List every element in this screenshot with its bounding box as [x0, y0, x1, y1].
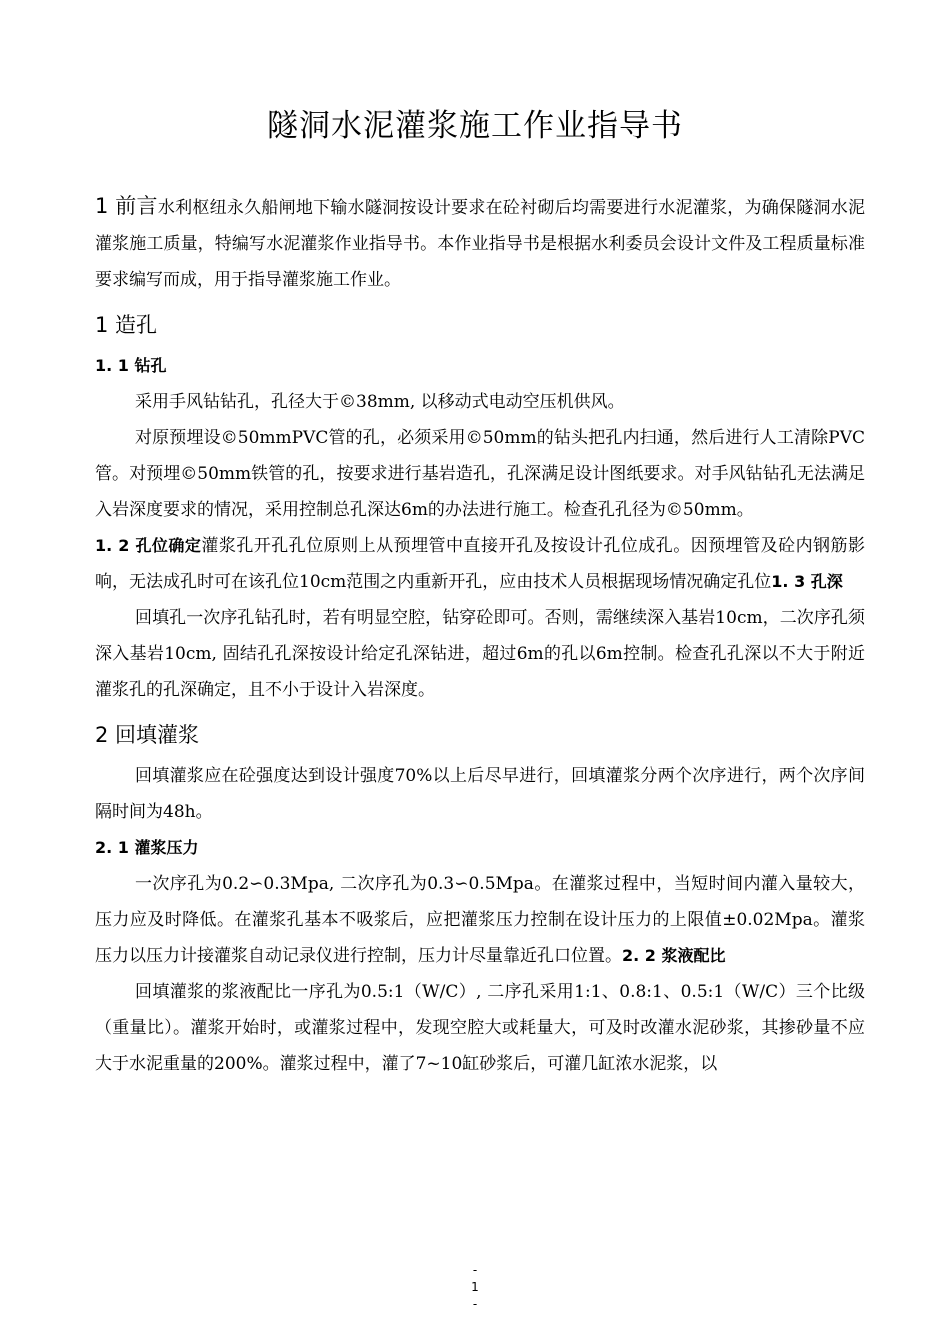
section-1-1-heading: 1. 1 钻孔 [95, 356, 167, 375]
section-2-paragraph-1: 回填灌浆应在砼强度达到设计强度70%以上后尽早进行，回填灌浆分两个次序进行，两个次序间隔时间为48h。 [95, 766, 865, 822]
section-1-2-heading: 1. 2 孔位确定 [95, 536, 202, 555]
section-1-1-paragraph-1: 采用手风钻钻孔，孔径大于©38mm, 以移动式电动空压机供风。 [135, 392, 625, 412]
document-body [95, 188, 865, 1082]
section-1-2-paragraph [95, 528, 865, 600]
section-1-1-paragraph-2: 对原预埋设©50mmPVC管的孔，必须采用©50mm的钻头把孔内扫通，然后进行人工清除PVC管。对预埋©50mm铁管的孔，按要求进行基岩造孔，孔深满足设计图纸要求。对手风钻钻孔无法满足入岩深度要求的情况，采用控制总孔深达6m的办法进行施工。检查孔孔径为©50mm。 [95, 428, 865, 520]
intro-heading: 1 前言 [95, 194, 158, 218]
intro-paragraph [95, 188, 865, 298]
section-2-2-heading: 2. 2 浆液配比 [622, 946, 726, 965]
section-2-1-text: 一次序孔为0.2∽0.3Mpa, 二次序孔为0.3∽0.5Mpa。在灌浆过程中，当短时间内灌入量较大，压力应及时降低。在灌浆孔基本不吸浆后，应把灌浆压力控制在设计压力的上限值±0.02Mpa。灌浆压力以压力计接灌浆自动记录仪进行控制，压力计尽量靠近孔口位置。 [95, 874, 865, 966]
section-2-1-heading-line [95, 830, 865, 866]
intro-text: 水利枢纽永久船闸地下输水隧洞按设计要求在砼衬砌后均需要进行水泥灌浆，为确保隧洞水泥灌浆施工质量，特编写水泥灌浆作业指导书。本作业指导书是根据水利委员会设计文件及工程质量标准要求编写而成，用于指导灌浆施工作业。 [95, 198, 865, 290]
section-2-heading: 2 回填灌浆 [95, 723, 200, 747]
section-1-1-heading-line [95, 348, 865, 384]
section-2-1-heading: 2. 1 灌浆压力 [95, 838, 199, 857]
page-footer [0, 1262, 950, 1313]
page-number-dash-top: - [472, 1263, 478, 1277]
page-number: 1 [471, 1280, 479, 1294]
section-1-2-text: 灌浆孔开孔孔位原则上从预埋管中直接开孔及按设计孔位成孔。因预埋管及砼内钢筋影响，无法成孔时可在该孔位10cm范围之内重新开孔，应由技术人员根据现场情况确定孔位 [95, 536, 865, 592]
section-2-heading-line [95, 714, 865, 758]
section-1-heading: 1 造孔 [95, 313, 158, 337]
page-number-dash-bottom: - [472, 1297, 478, 1311]
section-1-heading-line [95, 304, 865, 348]
section-1-3-heading: 1. 3 孔深 [771, 572, 843, 591]
section-1-3-paragraph: 回填孔一次序孔钻孔时，若有明显空腔，钻穿砼即可。否则，需继续深入基岩10cm，二次序孔须深入基岩10cm, 固结孔孔深按设计给定孔深钻进，超过6m的孔以6m控制。检查孔孔深以不大于附近灌浆孔的孔深确定，且不小于设计入岩深度。 [95, 608, 865, 700]
section-2-2-paragraph: 回填灌浆的浆液配比一序孔为0.5:1（W/C）, 二序孔采用1:1、0.8:1、0.5:1（W/C）三个比级（重量比）。灌浆开始时，或灌浆过程中，发现空腔大或耗量大，可及时改灌水泥砂浆，其掺砂量不应大于水泥重量的200%。灌浆过程中，灌了7~10缸砂浆后，可灌几缸浓水泥浆，以 [95, 982, 865, 1074]
section-2-1-paragraph [95, 866, 865, 974]
document-title: 隧洞水泥灌浆施工作业指导书 [267, 108, 683, 144]
